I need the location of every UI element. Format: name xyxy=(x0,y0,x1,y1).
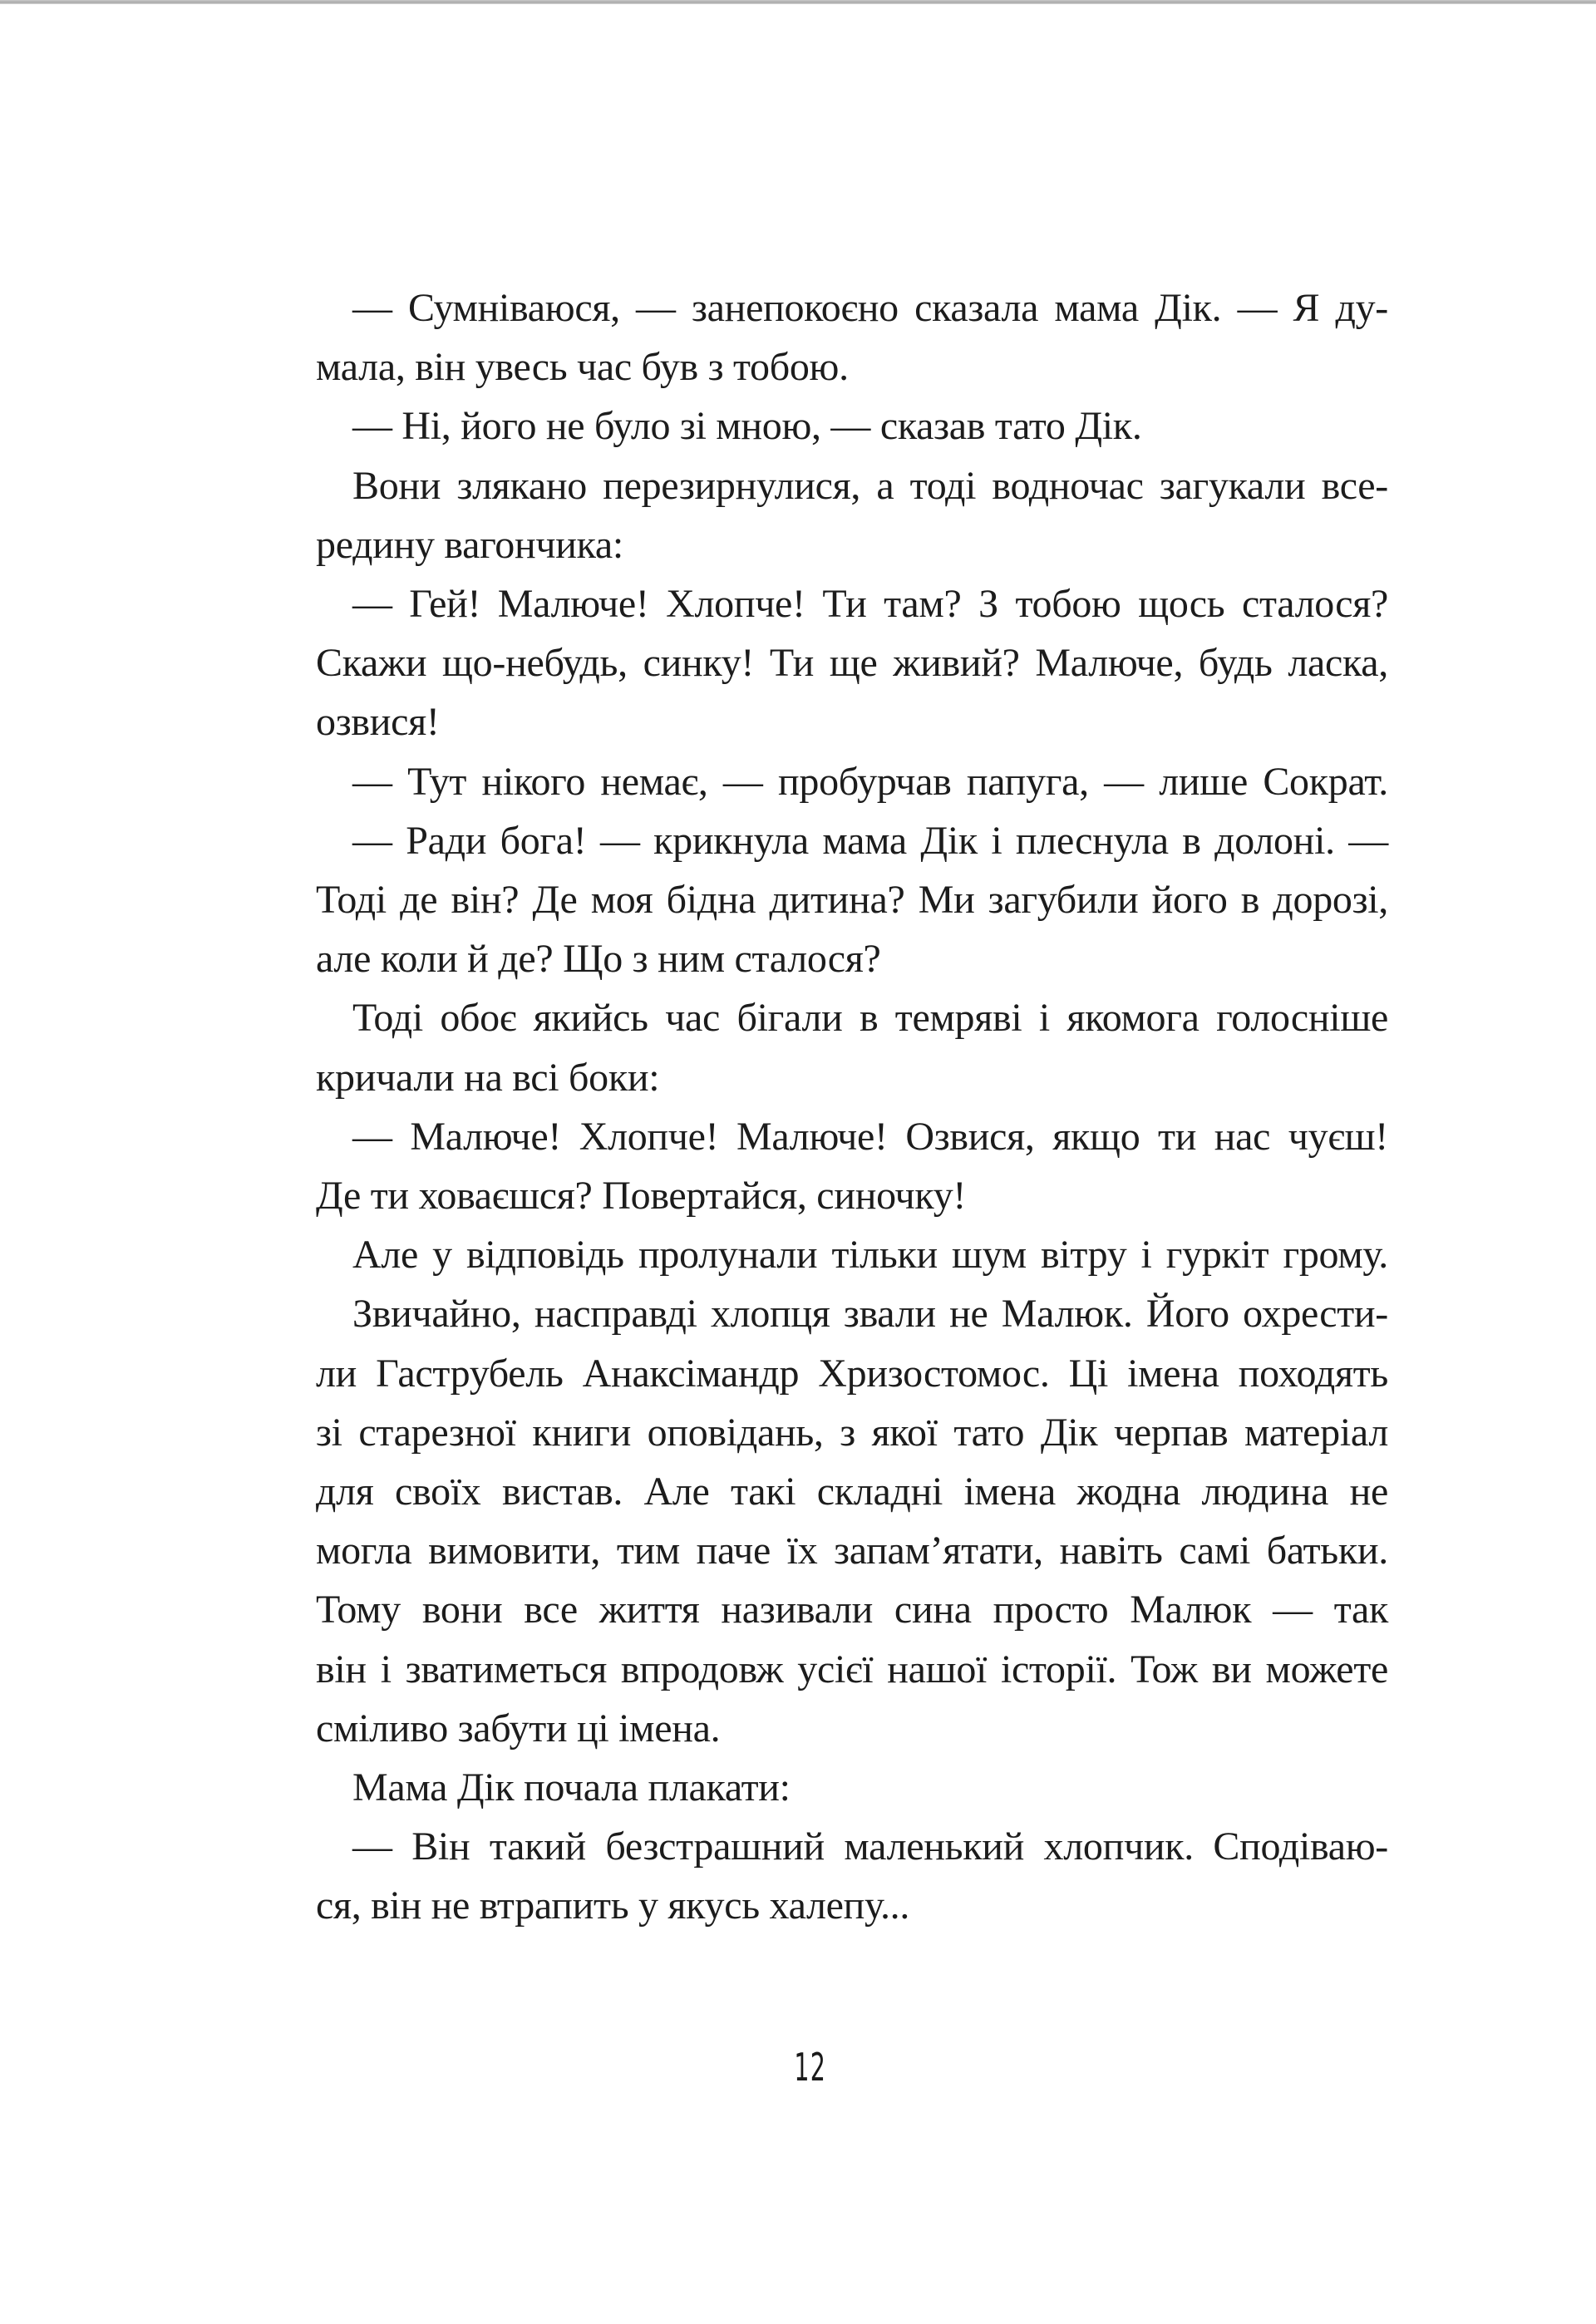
text-line: Тоді обоє якийсь час бігали в темряві і якомога голосніше xyxy=(352,996,1388,1041)
text-line: мала, він увесь час був з тобою. xyxy=(316,345,849,390)
paragraph xyxy=(279,811,1388,989)
book-page xyxy=(0,4,1596,2324)
text-line: Де ти ховаєшся? Повертайся, синочку! xyxy=(316,1174,967,1219)
paragraph xyxy=(279,1107,1388,1225)
paragraph xyxy=(279,988,1388,1106)
paragraph xyxy=(279,752,1388,811)
paragraph xyxy=(279,1284,1388,1758)
text-line: Тому вони все життя називали сина просто Малюк — так xyxy=(316,1588,1388,1632)
text-line: — Сумніваюся, — занепокоєно сказала мама Дік. — Я ду- xyxy=(352,286,1388,330)
text-line: редину вагончика: xyxy=(316,522,623,567)
text-line: — Він такий безстрашний маленький хлопчик. Сподіваю- xyxy=(352,1824,1388,1869)
text-line: Але у відповідь пролунали тільки шум вітру і гуркіт грому. xyxy=(352,1233,1388,1278)
text-line: для своїх вистав. Але такі складні імена жодна людина не xyxy=(316,1470,1388,1514)
text-line: могла вимовити, тим паче їх запам’ятати, навіть самі батьки. xyxy=(316,1529,1388,1573)
text-line: Скажи що-небудь, синку! Ти ще живий? Малюче, будь ласка, xyxy=(316,641,1388,686)
body-text xyxy=(279,278,1388,1936)
paragraph xyxy=(279,1758,1388,1817)
text-line: Вони злякано перезирнулися, а тоді водночас загукали все- xyxy=(352,463,1388,508)
paragraph xyxy=(279,456,1388,574)
paragraph xyxy=(279,1817,1388,1935)
text-line: озвися! xyxy=(316,700,440,745)
text-line: кричали на всі боки: xyxy=(316,1055,660,1100)
paragraph xyxy=(279,574,1388,752)
paragraph xyxy=(279,1225,1388,1284)
text-line: ся, він не втрапить у якусь халепу... xyxy=(316,1883,910,1928)
text-line: але коли й де? Що з ним сталося? xyxy=(316,937,881,982)
text-line: — Тут нікого немає, — пробурчав папуга, — лише Сократ. xyxy=(352,759,1388,804)
text-line: — Малюче! Хлопче! Малюче! Озвися, якщо ти нас чуєш! xyxy=(352,1114,1388,1159)
text-line: зі старезної книги оповідань, з якої тато Дік черпав матеріал xyxy=(316,1410,1388,1455)
text-line: — Ні, його не було зі мною, — сказав тато Дік. xyxy=(352,404,1142,449)
text-line: Мама Дік почала плакати: xyxy=(352,1765,791,1810)
paragraph xyxy=(279,278,1388,396)
text-line: Звичайно, насправді хлопця звали не Малюк. Його охрести- xyxy=(352,1292,1388,1337)
text-line: — Ради бога! — крикнула мама Дік і плеснула в долоні. — xyxy=(352,818,1388,863)
text-line: сміливо забути ці імена. xyxy=(316,1706,721,1750)
page-number: 12 xyxy=(794,2045,827,2090)
text-line: — Гей! Малюче! Хлопче! Ти там? З тобою щось сталося? xyxy=(352,582,1388,627)
text-line: він і зватиметься впродовж усієї нашої історії. Тож ви можете xyxy=(316,1647,1388,1691)
text-line: Тоді де він? Де моя бідна дитина? Ми загубили його в дорозі, xyxy=(316,878,1388,923)
text-line: ли Гаструбель Анаксімандр Хризостомос. Ці імена походять xyxy=(316,1351,1388,1396)
paragraph xyxy=(279,396,1388,455)
